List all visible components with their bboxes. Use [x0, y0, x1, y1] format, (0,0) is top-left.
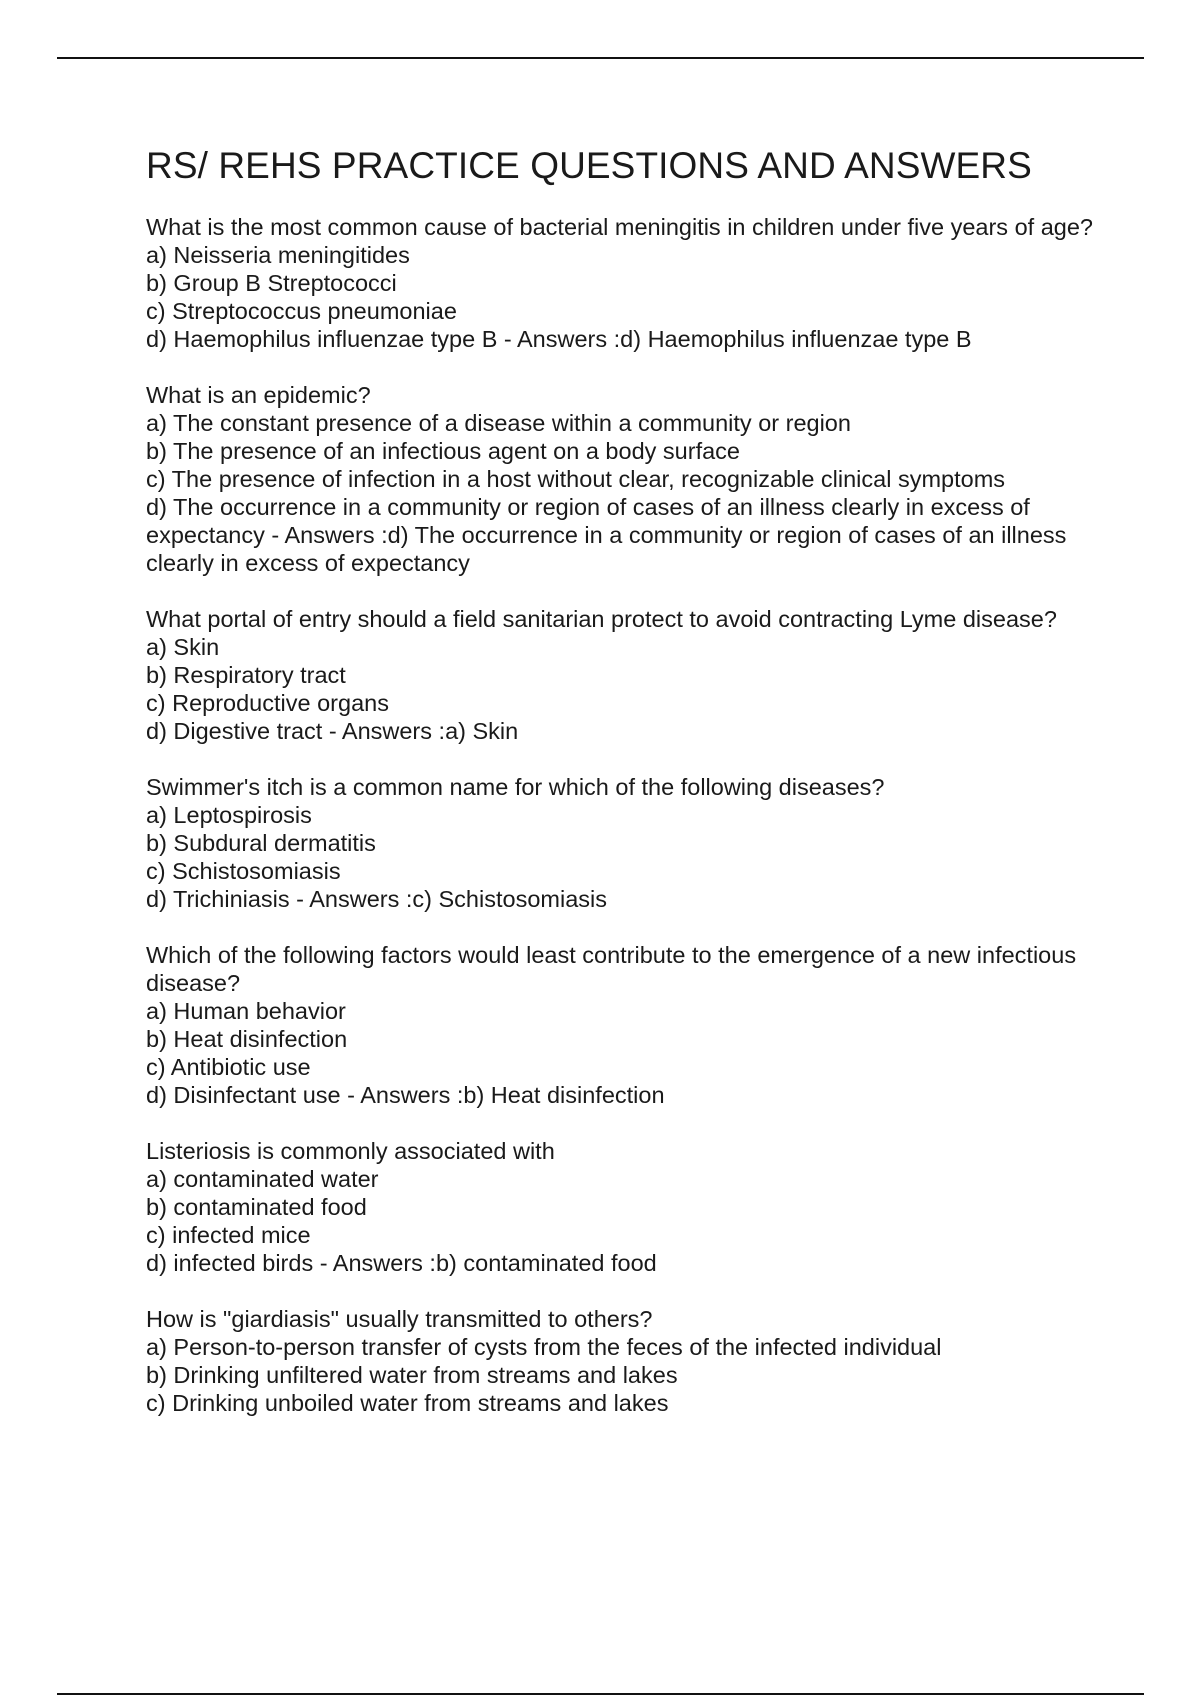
option-b: b) Subdural dermatitis [146, 830, 376, 856]
question-text: What is an epidemic? [146, 382, 371, 408]
question-text: Which of the following factors would least contribute to the emergence of a new infectious disease? [146, 942, 1083, 996]
question-block-5 [146, 941, 1106, 1109]
option-b: b) Heat disinfection [146, 1026, 348, 1052]
question-text: Swimmer's itch is a common name for which of the following diseases? [146, 774, 885, 800]
option-a: a) Skin [146, 634, 220, 660]
option-d-with-answer: d) Digestive tract - Answers :a) Skin [146, 718, 519, 744]
question-text: What portal of entry should a field sanitarian protect to avoid contracting Lyme disease? [146, 606, 1057, 632]
page-title: RS/ REHS PRACTICE QUESTIONS AND ANSWERS [146, 145, 1032, 186]
option-a: a) Leptospirosis [146, 802, 312, 828]
option-c: c) Reproductive organs [146, 690, 389, 716]
bottom-divider [57, 1693, 1144, 1695]
option-a: a) Neisseria meningitides [146, 242, 410, 268]
top-divider [57, 57, 1144, 59]
option-a: a) contaminated water [146, 1166, 379, 1192]
option-c: c) The presence of infection in a host without clear, recognizable clinical symptoms [146, 466, 1006, 492]
document-body [146, 142, 1106, 1445]
option-b: b) The presence of an infectious agent on a body surface [146, 438, 740, 464]
option-c: c) infected mice [146, 1222, 311, 1248]
option-b: b) Drinking unfiltered water from streams and lakes [146, 1362, 678, 1388]
question-text: Listeriosis is commonly associated with [146, 1138, 555, 1164]
option-d-with-answer: d) Disinfectant use - Answers :b) Heat disinfection [146, 1082, 665, 1108]
option-c: c) Antibiotic use [146, 1054, 311, 1080]
option-c: c) Streptococcus pneumoniae [146, 298, 457, 324]
question-block-3 [146, 605, 1106, 745]
option-d-with-answer: d) The occurrence in a community or region of cases of an illness clearly in excess of expectancy - Answers :d) The occurrence in a community or region of cases of an illness clearly in excess of expectancy [146, 494, 1073, 576]
question-block-6 [146, 1137, 1106, 1277]
option-a: a) The constant presence of a disease within a community or region [146, 410, 851, 436]
option-d-with-answer: d) Haemophilus influenzae type B - Answers :d) Haemophilus influenzae type B [146, 326, 972, 352]
question-block-1 [146, 213, 1106, 353]
option-b: b) Group B Streptococci [146, 270, 397, 296]
question-block-7 [146, 1305, 1106, 1417]
question-text: How is "giardiasis" usually transmitted to others? [146, 1306, 653, 1332]
question-block-4 [146, 773, 1106, 913]
option-b: b) Respiratory tract [146, 662, 346, 688]
option-c: c) Schistosomiasis [146, 858, 341, 884]
option-b: b) contaminated food [146, 1194, 367, 1220]
option-c: c) Drinking unboiled water from streams and lakes [146, 1390, 669, 1416]
option-d-with-answer: d) Trichiniasis - Answers :c) Schistosomiasis [146, 886, 607, 912]
option-a: a) Human behavior [146, 998, 346, 1024]
question-text: What is the most common cause of bacterial meningitis in children under five years of age? [146, 214, 1093, 240]
option-a: a) Person-to-person transfer of cysts from the feces of the infected individual [146, 1334, 942, 1360]
option-d-with-answer: d) infected birds - Answers :b) contaminated food [146, 1250, 657, 1276]
question-block-2 [146, 381, 1106, 577]
